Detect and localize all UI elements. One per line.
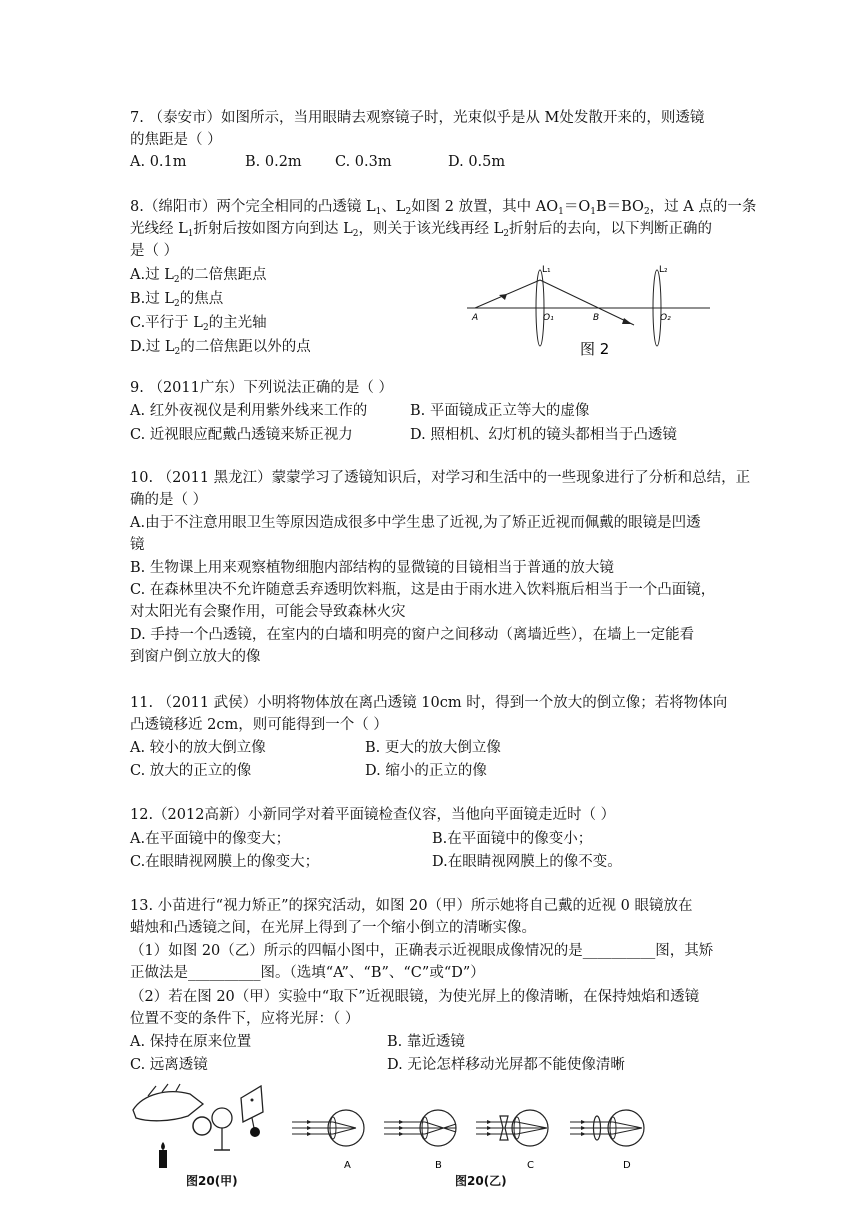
eye-diagram-d: [570, 1110, 644, 1171]
eye-a-label: A: [344, 1160, 351, 1171]
q7-stem-line1: 7. （泰安市）如图所示，当用眼睛去观察镜子时，光束似乎是从 M处发散开来的，则透镜: [130, 110, 705, 126]
point-o2-label: O₂: [660, 313, 671, 323]
q11-option-c: C. 放大的正立的像: [130, 763, 252, 779]
eye-diagram-c: [476, 1110, 548, 1171]
q13-line: （1）如图 20（乙）所示的四幅小图中，正确表示近视眼成像情况的是__________图，其矫: [130, 943, 714, 959]
q9-option-d: D. 照相机、幻灯机的镜头都相当于凸透镜: [410, 427, 677, 443]
q13-option-b: B. 靠近透镜: [387, 1034, 465, 1050]
q10-line: 确的是（ ）: [130, 492, 208, 508]
q10-line: 到窗户倒立放大的像: [130, 649, 261, 665]
q9-option-c: C. 近视眼应配戴凸透镜来矫正视力: [130, 427, 353, 443]
figure-20-jia-caption: 图20(甲): [186, 1174, 238, 1188]
eye-diagrams-figure: [288, 1104, 668, 1174]
point-b-label: B: [593, 313, 600, 323]
q12-option-d: D.在眼睛视网膜上的像不变。: [432, 854, 622, 870]
eye-d-label: D: [623, 1160, 631, 1171]
q11-option-a: A. 较小的放大倒立像: [130, 740, 266, 756]
q13-line: （2）若在图 20（甲）实验中“取下”近视眼镜，为使光屏上的像清晰，在保持烛焰和透镜: [130, 989, 700, 1005]
convex-lens: [212, 1108, 232, 1128]
q10-line: D. 手持一个凸透镜，在室内的白墙和明亮的窗户之间移动（离墙近些），在墙上一定能看: [130, 627, 695, 643]
q13-option-d: D. 无论怎样移动光屏都不能使像清晰: [387, 1057, 625, 1073]
q8-stem-line2: 光线经 $L_1$折射后按如图方向到达 $L_2$，则关于该光线再经 $L_2$折射后的去向，以下判断正确的: [130, 221, 712, 239]
q10-line: 10. （2011 黑龙江）蒙蒙学习了透镜知识后，对学习和生活中的一些现象进行了分析和总结，正: [130, 470, 751, 486]
point-a-label: A: [472, 313, 479, 323]
q10-line: A.由于不注意用眼卫生等原因造成很多中学生患了近视,为了矫正近视而佩戴的眼镜是凹透: [130, 515, 701, 531]
figure-20-yi-caption: 图20(乙): [455, 1174, 507, 1188]
q13-option-a: A. 保持在原来位置: [130, 1034, 252, 1050]
q8-option-c: C.平行于 $L_2$的主光轴: [130, 315, 267, 333]
q9-option-b: B. 平面镜成正立等大的虚像: [410, 403, 590, 419]
candle: [159, 1150, 167, 1168]
q8-stem-line1: 8.（绵阳市）两个完全相同的凸透镜 $L_1$、$L_2$如图 2 放置，其中 $AO_1=O_1B=BO_2$，过 A 点的一条: [130, 199, 757, 217]
q8-lens-figure: [462, 262, 712, 362]
eye-diagram-b: [384, 1110, 456, 1171]
q11-stem-line1: 11. （2011 武侯）小明将物体放在离凸透镜 10cm 时，得到一个放大的倒立像；若将物体向: [130, 695, 728, 711]
q12-option-b: B.在平面镜中的像变小；: [432, 831, 593, 847]
eye-b-label: B: [435, 1160, 442, 1171]
q11-option-b: B. 更大的放大倒立像: [365, 740, 501, 756]
lens-l1-label: L₁: [542, 265, 551, 275]
q10-line: C. 在森林里决不允许随意丢弃透明饮料瓶，这是由于雨水进入饮料瓶后相当于一个凸面镜，: [130, 582, 716, 598]
figure-2-caption: 图 2: [580, 340, 610, 358]
q8-option-b: B.过 $L_2$的焦点: [130, 291, 224, 309]
point-o1-label: O₁: [543, 313, 554, 323]
q7-option-b: B. 0.2m: [245, 154, 302, 170]
q12-stem: 12.（2012高新）小新同学对着平面镜检查仪容，当他向平面镜走近时（ ）: [130, 807, 616, 823]
q13-line: 位置不变的条件下，应将光屏：（ ）: [130, 1011, 360, 1027]
q10-line: 对太阳光有会聚作用，可能会导致森林火灾: [130, 604, 406, 620]
q7-option-d: D. 0.5m: [448, 154, 506, 170]
q12-option-c: C.在眼睛视网膜上的像变大；: [130, 854, 320, 870]
q7-option-c: C. 0.3m: [335, 154, 392, 170]
q13-line: 13. 小苗进行“视力矫正”的探究活动，如图 20（甲）所示她将自己戴的近视 0 眼镜放在: [130, 898, 693, 914]
q8-stem-line3: 是（ ）: [130, 243, 179, 259]
q13-line: 正做法是__________图。（选填“A”、“B”、“C”或“D”）: [130, 965, 485, 981]
q11-option-d: D. 缩小的正立的像: [365, 763, 487, 779]
q7-option-a: A. 0.1m: [130, 154, 187, 170]
q9-option-a: A. 红外夜视仪是利用紫外线来工作的: [130, 403, 368, 419]
q13-option-c: C. 远离透镜: [130, 1057, 208, 1073]
q7-stem-line2: 的焦距是（ ）: [130, 132, 222, 148]
candle-flame: [161, 1142, 165, 1150]
q11-stem-line2: 凸透镜移近 2cm，则可能得到一个（ ）: [130, 717, 388, 733]
glasses-lens: [193, 1117, 211, 1135]
q13-line: 蜡烛和凸透镜之间，在光屏上得到了一个缩小倒立的清晰实像。: [130, 920, 536, 936]
lens-l2-label: L₂: [659, 265, 668, 275]
q10-line: 镜: [130, 537, 145, 553]
light-screen: [241, 1086, 263, 1122]
experiment-sketch-figure: [128, 1082, 278, 1182]
q9-stem: 9. （2011广东）下列说法正确的是（ ）: [130, 380, 393, 396]
eye-diagram-a: [292, 1110, 364, 1171]
q8-option-d: D.过 $L_2$的二倍焦距以外的点: [130, 339, 311, 357]
q12-option-a: A.在平面镜中的像变大；: [130, 831, 291, 847]
q8-option-a: A.过 $L_2$的二倍焦距点: [130, 267, 267, 285]
eye-c-label: C: [527, 1160, 534, 1171]
q10-line: B. 生物课上用来观察植物细胞内部结构的显微镜的目镜相当于普通的放大镜: [130, 560, 614, 576]
